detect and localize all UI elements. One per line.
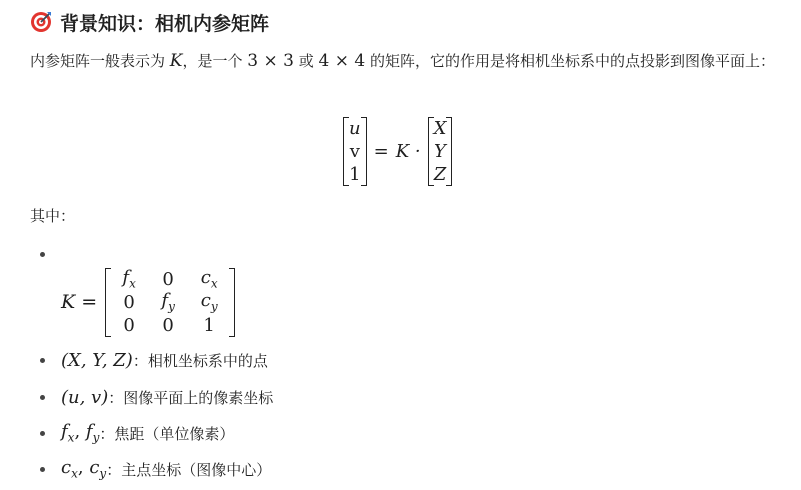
vector-entry: Y xyxy=(434,140,446,162)
intrinsic-matrix-equation xyxy=(61,266,235,338)
definition-separator: ： xyxy=(106,460,122,479)
projection-equation xyxy=(343,113,452,189)
definition-item xyxy=(61,347,268,373)
vector-entry: v xyxy=(349,140,360,162)
matrix-cell: $f_x$ xyxy=(122,267,136,291)
camera-point-vector xyxy=(428,117,453,186)
section-heading xyxy=(30,8,269,36)
intro-text: 或 xyxy=(293,52,319,70)
matrix-cell: 0 xyxy=(162,268,174,290)
definition-symbol: (u, v) xyxy=(61,386,109,408)
where-label: 其中： xyxy=(30,207,76,225)
vector-entry: 1 xyxy=(349,163,361,185)
matrix-dims-4x4: 4 × 4 xyxy=(318,51,366,71)
vector-entry: Z xyxy=(433,163,447,185)
matrix-cell: $c_y$ xyxy=(200,290,218,314)
vector-entry: X xyxy=(433,117,447,139)
definition-symbol: (X, Y, Z) xyxy=(61,349,133,371)
matrix-dims-3x3: 3 × 3 xyxy=(247,51,294,71)
definition-separator: ： xyxy=(99,424,115,443)
definition-symbol: $f_x$, $f_y$ xyxy=(61,421,100,445)
page-title: 背景知识：相机内参矩阵 xyxy=(60,12,270,35)
definition-text: 主点坐标（图像中心） xyxy=(121,460,272,479)
intrinsic-matrix xyxy=(105,268,235,337)
intro-text: 内参矩阵一般表示为 xyxy=(30,52,170,70)
intro-text: 的矩阵，它的作用是将相机坐标系中的点投影到图像平面上： xyxy=(365,52,775,70)
definition-text: 图像平面上的像素坐标 xyxy=(123,388,274,407)
vector-entry: u xyxy=(349,117,361,139)
definition-text: 焦距（单位像素） xyxy=(114,424,235,443)
definition-text: 相机坐标系中的点 xyxy=(147,351,268,370)
bullet-dot xyxy=(40,395,45,400)
intro-paragraph xyxy=(30,48,780,74)
intro-text: ，是一个 xyxy=(182,52,248,70)
matrix-cell: 0 xyxy=(123,291,135,313)
pixel-vector xyxy=(343,117,367,186)
definition-item xyxy=(61,420,234,446)
k-symbol: K xyxy=(169,51,183,71)
bullet-dot xyxy=(40,431,45,436)
definition-symbol: $c_x$, $c_y$ xyxy=(61,457,107,481)
definition-item xyxy=(61,456,271,482)
matrix-cell: 0 xyxy=(123,314,135,336)
definition-item xyxy=(61,384,273,410)
definition-separator: ： xyxy=(132,351,148,370)
matrix-cell: 0 xyxy=(162,314,174,336)
matrix-cell: $f_y$ xyxy=(161,290,175,314)
target-dart-icon xyxy=(30,11,52,33)
matrix-cell: 1 xyxy=(203,314,215,336)
k-matrix-lhs: K = xyxy=(61,291,98,313)
bullet-dot xyxy=(40,252,45,257)
matrix-cell: $c_x$ xyxy=(200,267,218,291)
definition-separator: ： xyxy=(108,388,124,407)
equals-sign: = xyxy=(373,140,389,162)
k-operator: K · xyxy=(395,140,421,162)
bullet-dot xyxy=(40,358,45,363)
bullet-dot xyxy=(40,467,45,472)
